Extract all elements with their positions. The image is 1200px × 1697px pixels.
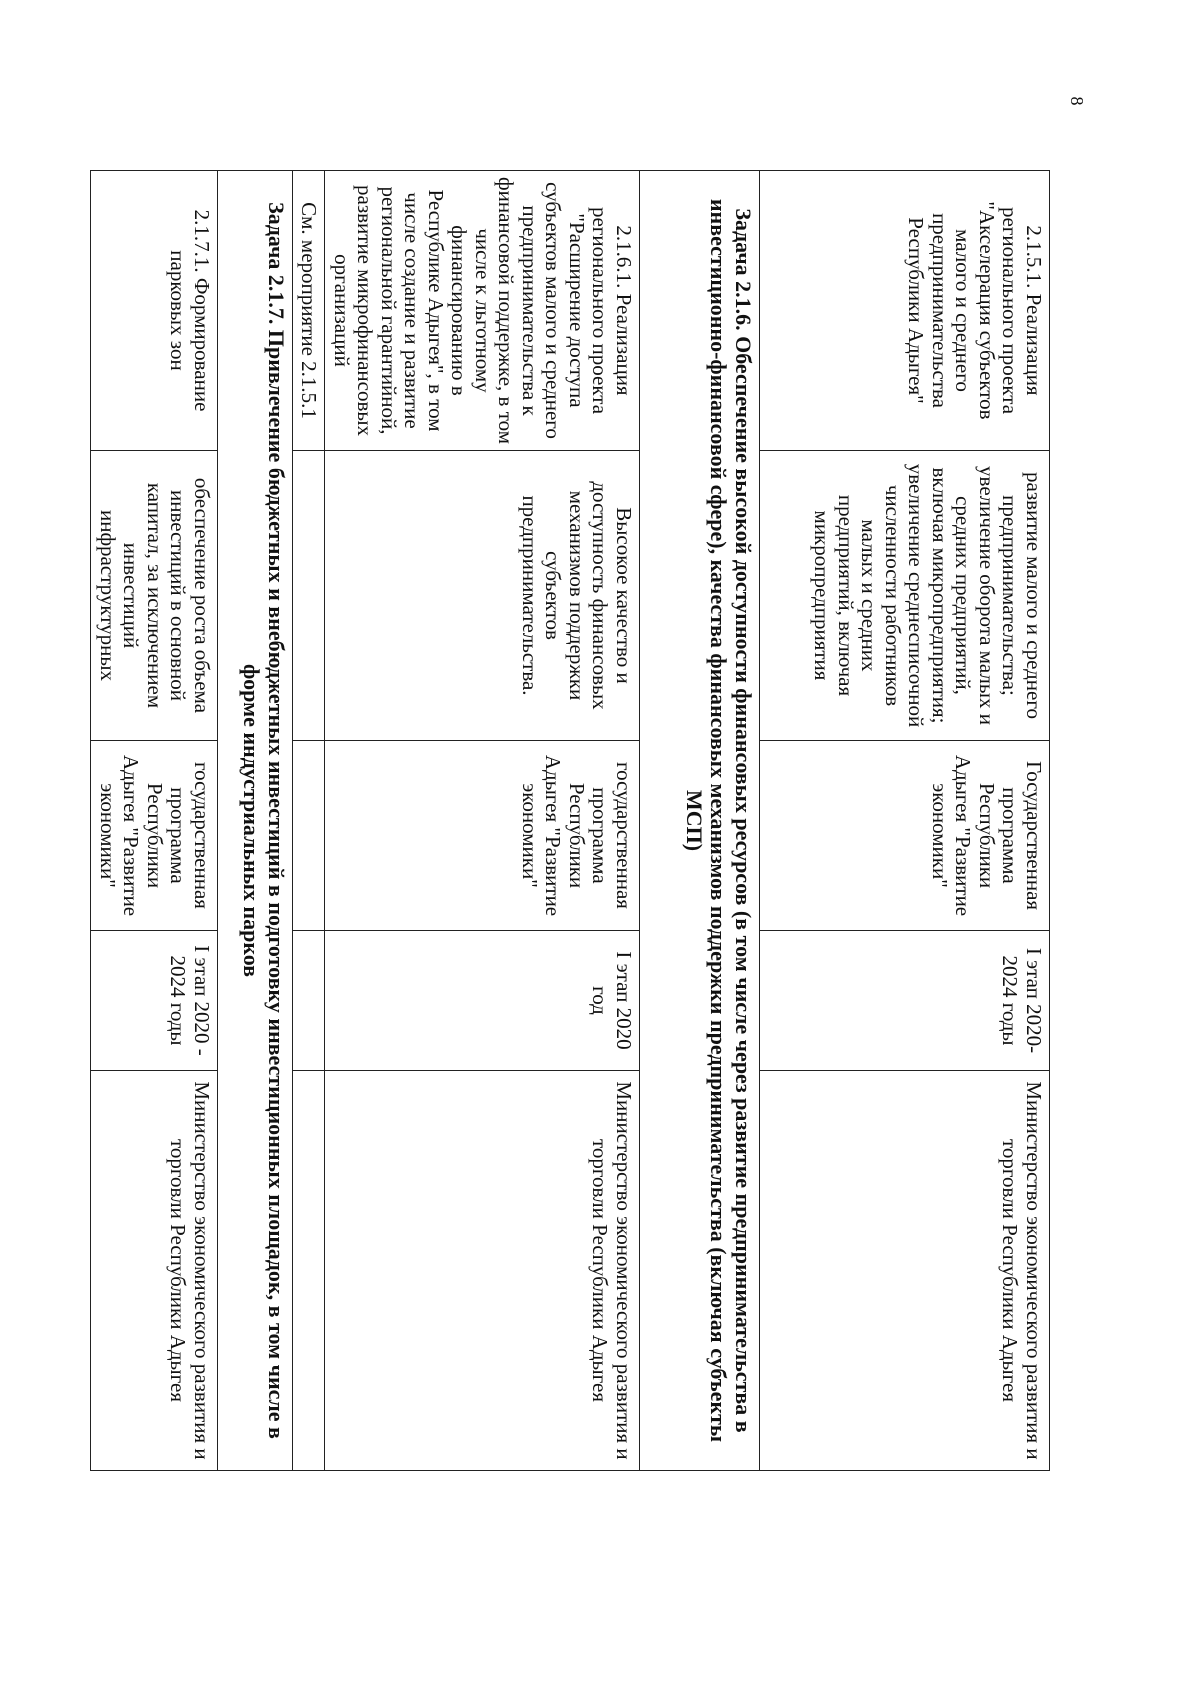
measure-name-cell: 2.1.7.1. Формирование парковых зон: [91, 171, 218, 451]
period-cell: I этап 2020-2024 годы: [760, 931, 1050, 1071]
rotated-table-container: [95, 170, 1050, 1470]
expected-result-cell: [292, 451, 325, 741]
page-number: 8: [1067, 96, 1088, 106]
measure-name-cell: 2.1.5.1. Реализация регионального проекта "Акселерация субъектов малого и среднего предпринимательства Республики Адыгея": [760, 171, 1050, 451]
measure-name-cell: См. мероприятие 2.1.5.1: [292, 171, 325, 451]
task-row: [640, 171, 760, 1471]
program-cell: государственная программа Республики Адыгея "Развитие экономики": [325, 741, 640, 931]
expected-result-cell: обеспечение роста объема инвестиций в основной капитал, за исключением инвестиций инфраструктурных: [91, 451, 218, 741]
task-heading: Задача 2.1.7. Привлечение бюджетных и внебюджетных инвестиций в подготовку инвестиционных площадок, в том числе в форме индустриальных парков: [217, 171, 292, 1471]
executor-cell: Министерство экономического развития и торговли Республики Адыгея: [760, 1071, 1050, 1471]
task-row: [217, 171, 292, 1471]
expected-result-cell: развитие малого и среднего предпринимательства; увеличение оборота малых и средних предприятий, включая микропредприятия; увеличение среднесписочной численности работников малых и средних предприятий, включая микропредприятия: [760, 451, 1050, 741]
task-heading: Задача 2.1.6. Обеспечение высокой доступности финансовых ресурсов (в том числе через развитие предпринимательства в инвестиционно-финансовой сфере), качества финансовых механизмов поддержки предпринимательства (включая субъекты МСП): [640, 171, 760, 1471]
expected-result-cell: Высокое качество и доступность финансовых механизмов поддержки субъектов предпринимательства.: [325, 451, 640, 741]
executor-cell: [292, 1071, 325, 1471]
measure-row: [325, 171, 640, 1471]
executor-cell: Министерство экономического развития и торговли Республики Адыгея: [91, 1071, 218, 1471]
measures-table: [90, 170, 1050, 1471]
program-cell: Государственная программа Республики Адыгея "Развитие экономики": [760, 741, 1050, 931]
period-cell: I этап 2020 - 2024 годы: [91, 931, 218, 1071]
executor-cell: Министерство экономического развития и торговли Республики Адыгея: [325, 1071, 640, 1471]
period-cell: [292, 931, 325, 1071]
measure-name-cell: 2.1.6.1. Реализация регионального проекта "Расширение доступа субъектов малого и среднего предпринимательства к финансовой поддержке, в том числе к льготному финансированию в Республике Адыгея", в том числе создание и развитие региональной гарантийной, развитие микрофинансовых организаций: [325, 171, 640, 451]
measure-row: [292, 171, 325, 1471]
period-cell: I этап 2020 год: [325, 931, 640, 1071]
measure-row: [760, 171, 1050, 1471]
measure-row: [91, 171, 218, 1471]
program-cell: [292, 741, 325, 931]
program-cell: государственная программа Республики Адыгея "Развитие экономики": [91, 741, 218, 931]
